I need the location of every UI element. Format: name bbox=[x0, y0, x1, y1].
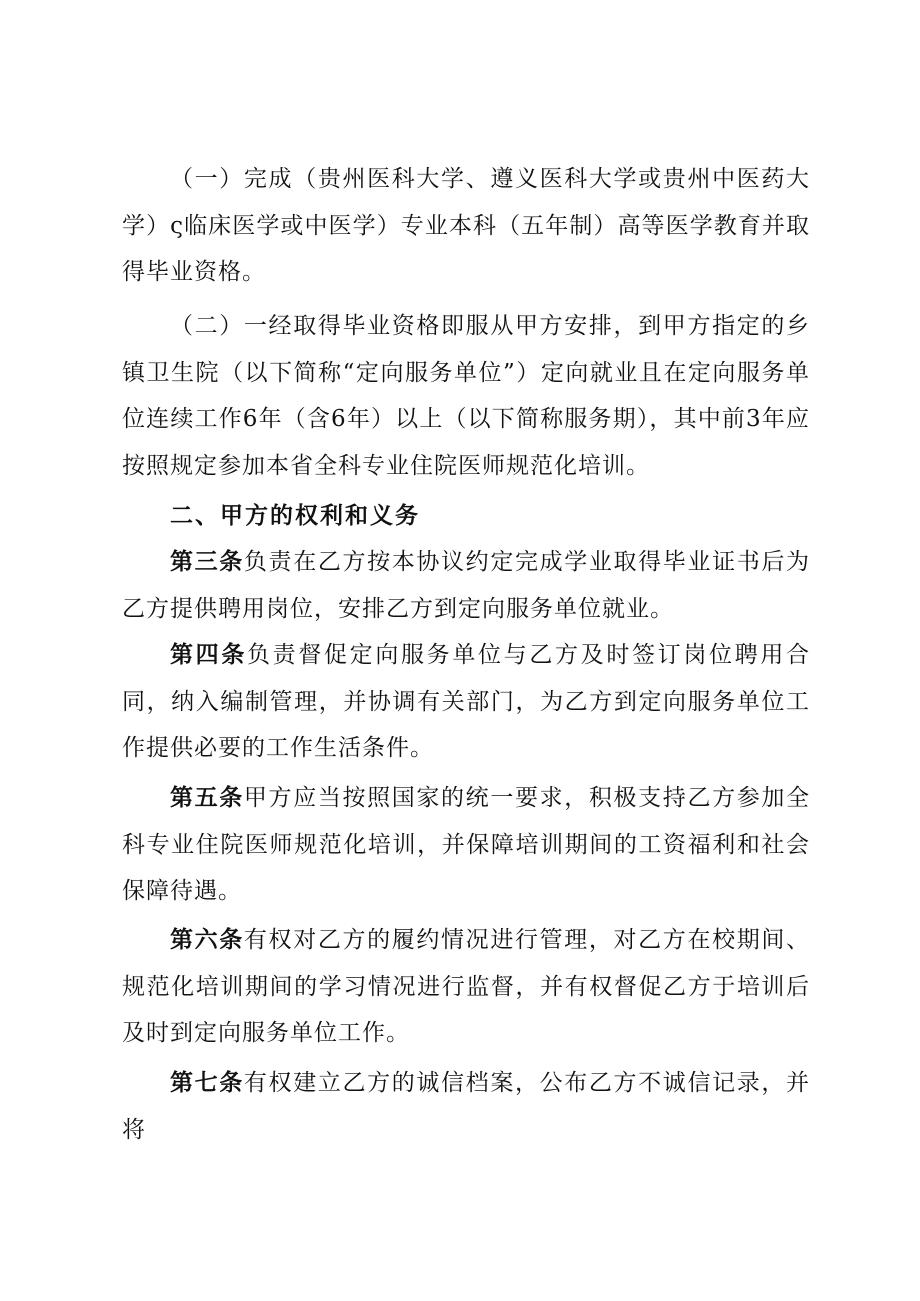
article-3-label: 第三条 bbox=[170, 548, 244, 575]
article-6 bbox=[122, 917, 810, 1057]
article-5-text: 甲方应当按照国家的统一要求，积极支持乙方参加全科专业住院医师规范化培训，并保障培训期间的工资福利和社会保障待遇。 bbox=[122, 785, 811, 904]
article-4-text: 负责督促定向服务单位与乙方及时签订岗位聘用合同，纳入编制管理，并协调有关部门，为乙方到定向服务单位工作提供必要的工作生活条件。 bbox=[122, 642, 810, 761]
article-7-label: 第七条 bbox=[170, 1069, 244, 1096]
paragraph-2 bbox=[122, 303, 810, 489]
article-3 bbox=[122, 539, 810, 632]
paragraph-1-text: （一）完成（贵州医科大学、遵义医科大学或贵州中医药大学）ς临床医学或中医学）专业本科（五年制）高等医学教育并取得毕业资格。 bbox=[122, 166, 810, 285]
article-5-label: 第五条 bbox=[170, 784, 244, 811]
paragraph-1 bbox=[122, 156, 810, 296]
article-4 bbox=[122, 632, 810, 772]
article-3-text: 负责在乙方按本协议约定完成学业取得毕业证书后为乙方提供聘用岗位，安排乙方到定向服务单位就业。 bbox=[122, 549, 811, 622]
article-4-label: 第四条 bbox=[170, 641, 247, 668]
article-5 bbox=[122, 775, 810, 915]
article-6-label: 第六条 bbox=[170, 926, 244, 953]
article-7 bbox=[122, 1060, 810, 1153]
section-heading bbox=[122, 493, 810, 540]
article-7-text: 有权建立乙方的诚信档案，公布乙方不诚信记录，并将 bbox=[122, 1070, 811, 1143]
section-heading-text: 二、甲方的权利和义务 bbox=[170, 502, 420, 529]
paragraph-2-text: （二）一经取得毕业资格即服从甲方安排，到甲方指定的乡镇卫生院（以下简称“定向服务单位”）定向就业且在定向服务单位连续工作6年（含6年）以上（以下简称服务期），其中前3年应按照规定参加本省全科专业住院医师规范化培训。 bbox=[122, 313, 810, 479]
article-6-text: 有权对乙方的履约情况进行管理，对乙方在校期间、规范化培训期间的学习情况进行监督，并有权督促乙方于培训后及时到定向服务单位工作。 bbox=[122, 927, 811, 1046]
